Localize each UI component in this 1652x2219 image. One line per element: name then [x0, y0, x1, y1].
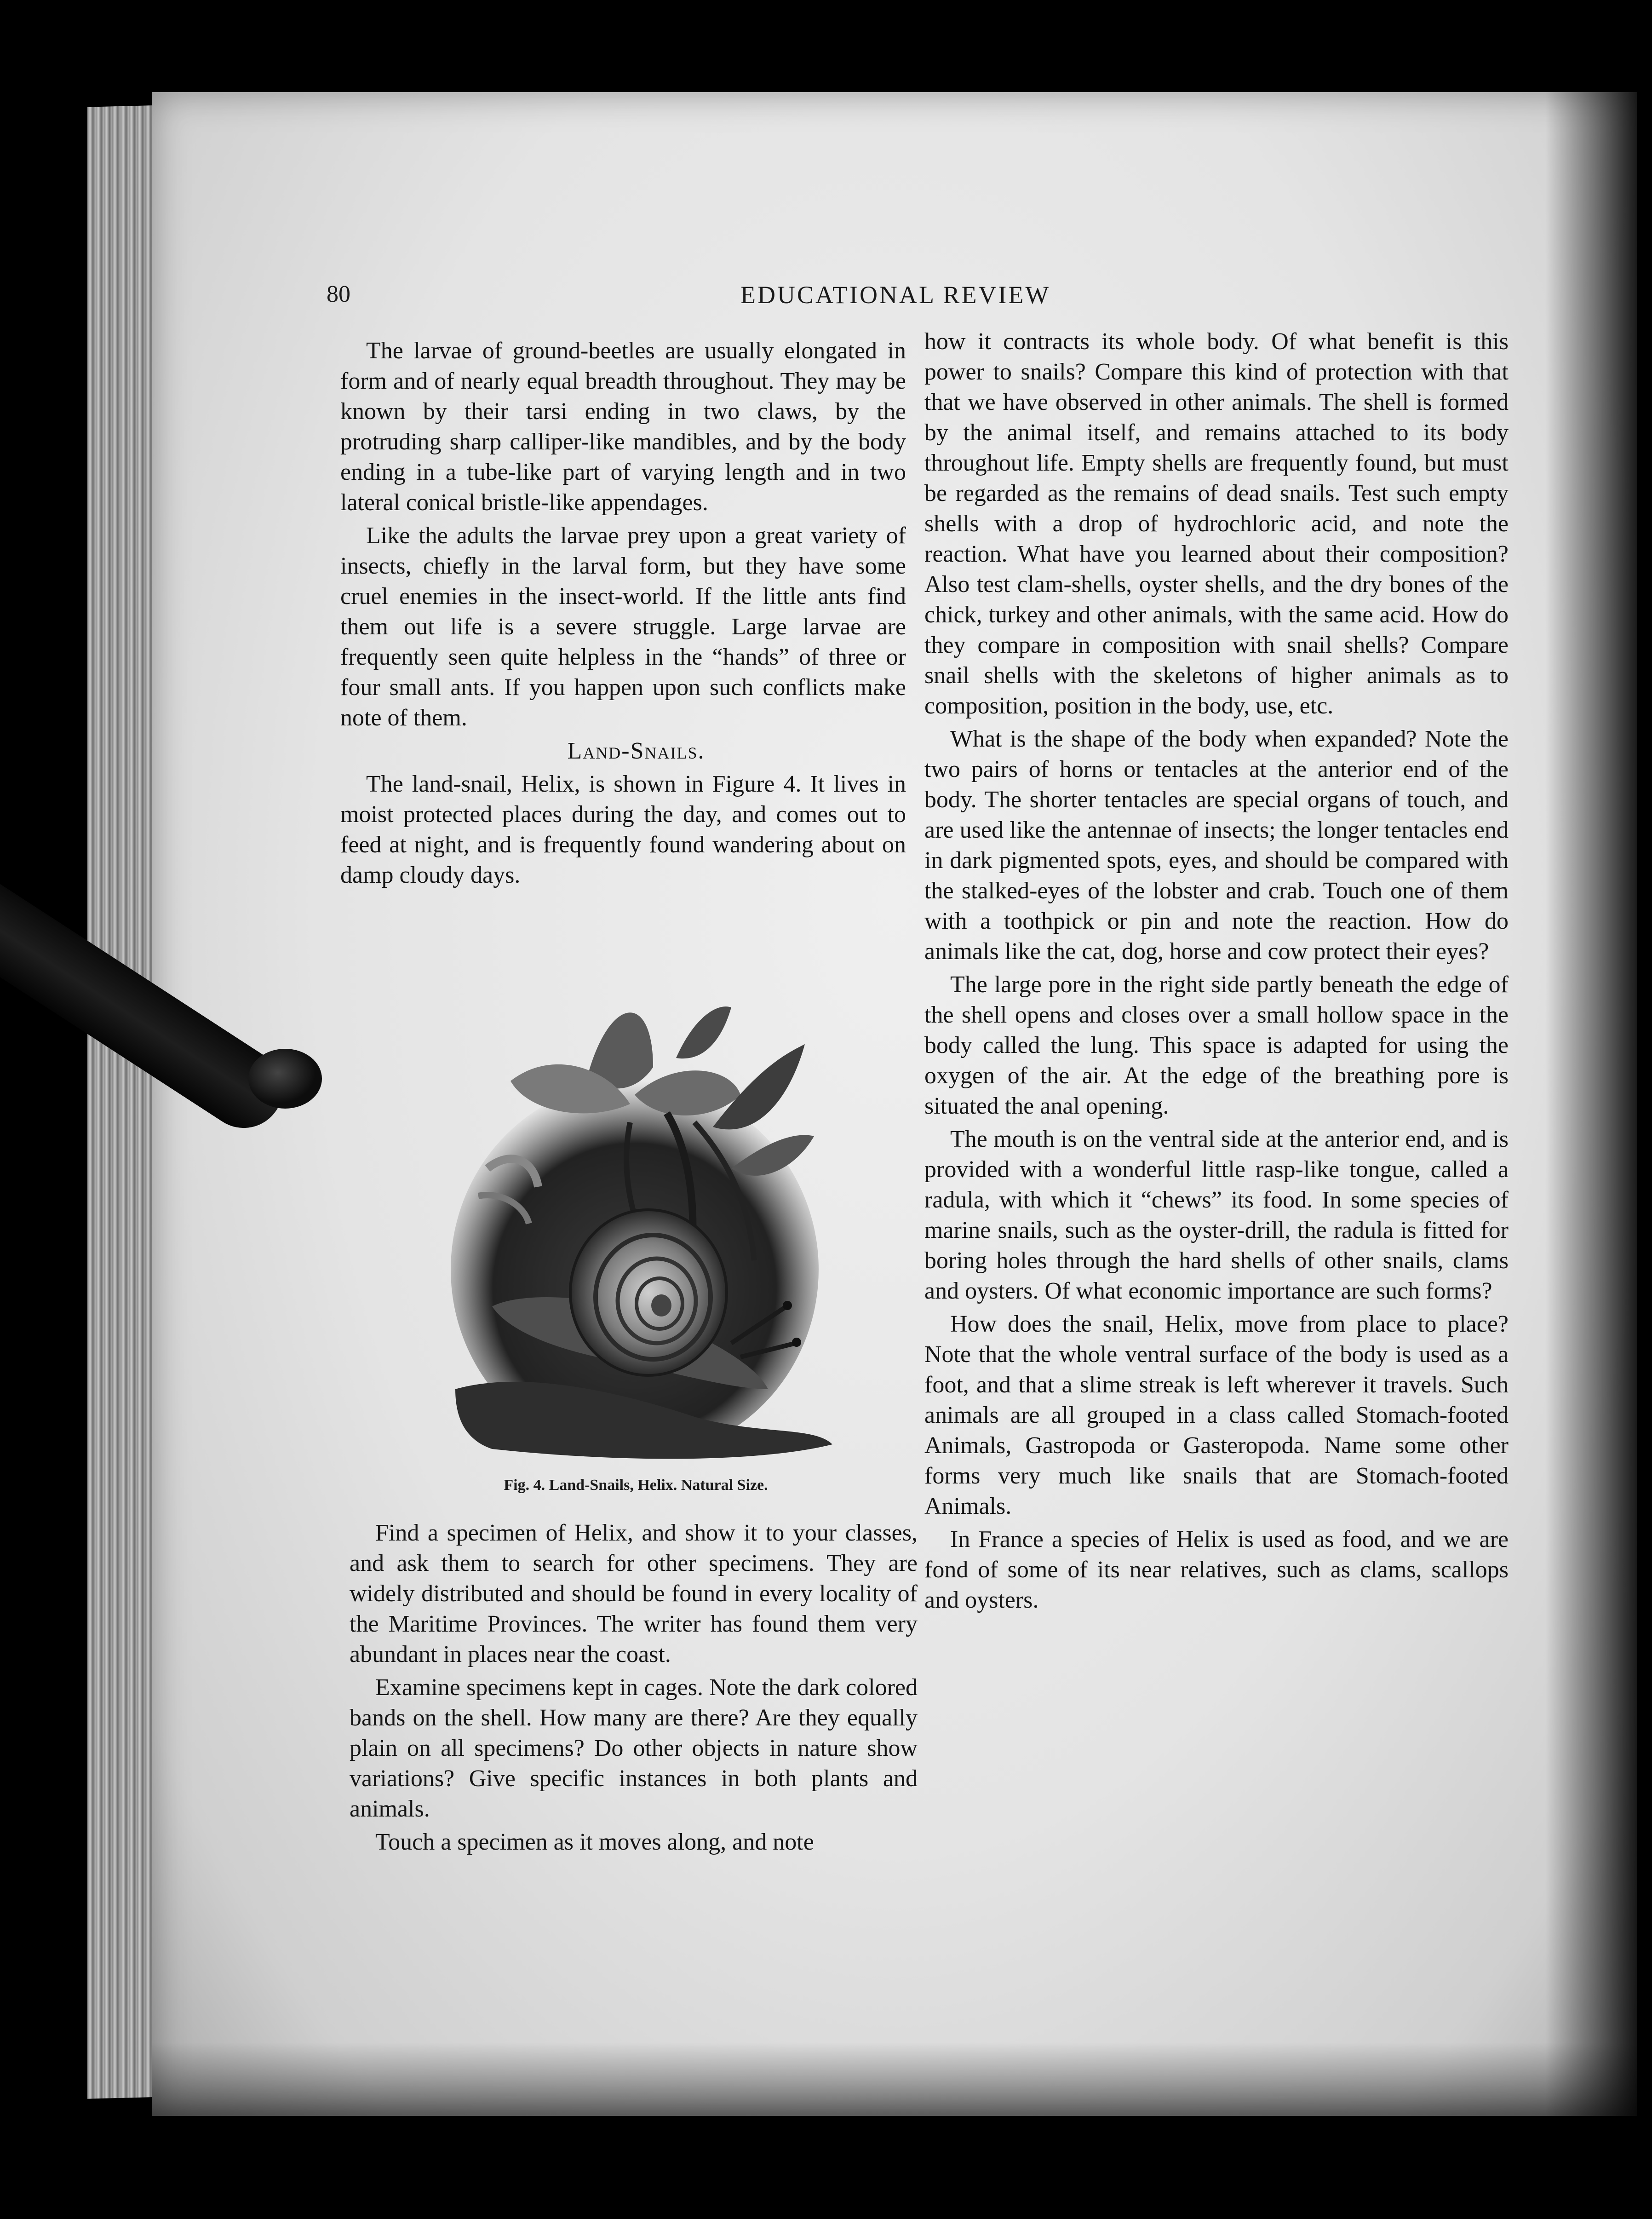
paragraph: The land-snail, Helix, is shown in Figure 4. It lives in moist protected places during the day, and comes out to feed at night, and is frequently found wandering about on damp cloudy days.: [340, 771, 906, 888]
paragraph: The mouth is on the ventral side at the anterior end, and is provided with a wonderful little rasp-like tongue, called a radula, with which it “chews” its food. In some species of marine snails, such as the oyster-drill, the radula is fitted for boring holes through the hard shells of other snails, clams and oysters. Of what economic importance are such forms?: [924, 1126, 1509, 1304]
figure-caption: Fig. 4. Land-Snails, Helix. Natural Size.: [504, 1477, 768, 1494]
paragraph: Touch a specimen as it moves along, and note: [375, 1829, 814, 1855]
paragraph: The large pore in the right side partly beneath the edge of the shell opens and closes over a small hollow space in the body called the lung. This space is adapted for using the oxygen of the air. At the edge of the breathing pore is situated the anal opening.: [924, 972, 1509, 1119]
paragraph: how it contracts its whole body. Of what benefit is this power to snails? Compare this kind of protection with that that we have observed in other animals. The shell is formed by the animal itself, and remains attached to its body throughout life. Empty shells are frequently found, but must be regarded as the remains of dead snails. Test such empty shells with a drop of hydrochloric acid, and note the reaction. What have you learned about their composition? Also test clam-shells, oyster shells, and the dry bones of the chick, turkey and other animals, with the same acid. How do they compare in composition with snail shells? Compare snail shells with the skeletons of higher animals as to composition, position in the body, use, etc.: [924, 328, 1509, 719]
gutter-shadow: [1545, 92, 1637, 2116]
paragraph: The larvae of ground-beetles are usually elongated in form and of nearly equal breadth throughout. They may be known by their tarsi ending in two claws, by the protruding sharp calliper-like mandibles, and by the body ending in a tube-like part of varying length and in two lateral conical bristle-like appendages.: [340, 338, 906, 516]
running-head: EDUCATIONAL REVIEW: [740, 281, 1051, 309]
section-heading: Land-Snails.: [567, 738, 705, 764]
left-column: [340, 336, 906, 893]
paragraph: What is the shape of the body when expanded? Note the two pairs of horns or tentacles at the anterior end of the body. The shorter tentacles are special organs of touch, and are used like the antennae of insects; the longer tentacles end in dark pigmented spots, eyes, and should be compared with the stalked-eyes of the lobster and crab. Touch one of them with a toothpick or pin and note the reaction. How do animals like the cat, dog, horse and cow protect their eyes?: [924, 726, 1509, 965]
snail-among-plants-illustration: [437, 975, 851, 1472]
paragraph: Like the adults the larvae prey upon a great variety of insects, chiefly in the larval form, but they have some cruel enemies in the insect-world. If the little ants find them out life is a severe struggle. Large larvae are frequently seen quite helpless in the “hands” of three or four small ants. If you happen upon such conflicts make note of them.: [340, 523, 906, 731]
right-column: [924, 327, 1509, 1618]
pencil-tip: [248, 1049, 322, 1109]
figure-illustration: [437, 975, 851, 1472]
left-column-lower: [350, 1518, 918, 1860]
paragraph: How does the snail, Helix, move from place to place? Note that the whole ventral surface of the body is used as a foot, and that a slime streak is left wherever it travels. Such animals are all grouped in a class called Stomach-footed Animals, Gastropoda or Gasteropoda. Name some other forms very much like snails that are Stomach-footed Animals.: [924, 1311, 1509, 1519]
page-header: [327, 281, 1550, 322]
bottom-shadow: [152, 2042, 1637, 2116]
paragraph: In France a species of Helix is used as food, and we are fond of some of its near relatives, such as clams, scallops and oysters.: [924, 1526, 1509, 1613]
paragraph: Examine specimens kept in cages. Note the dark colored bands on the shell. How many are there? Are they equally plain on all specimens? Do other objects in nature show variations? Give specific instances in both plants and animals.: [350, 1674, 918, 1822]
page-number: 80: [327, 281, 350, 307]
paragraph: Find a specimen of Helix, and show it to your classes, and ask them to search for other specimens. They are widely distributed and should be found in every locality of the Maritime Provinces. The writer has found them very abundant in places near the coast.: [350, 1520, 918, 1667]
